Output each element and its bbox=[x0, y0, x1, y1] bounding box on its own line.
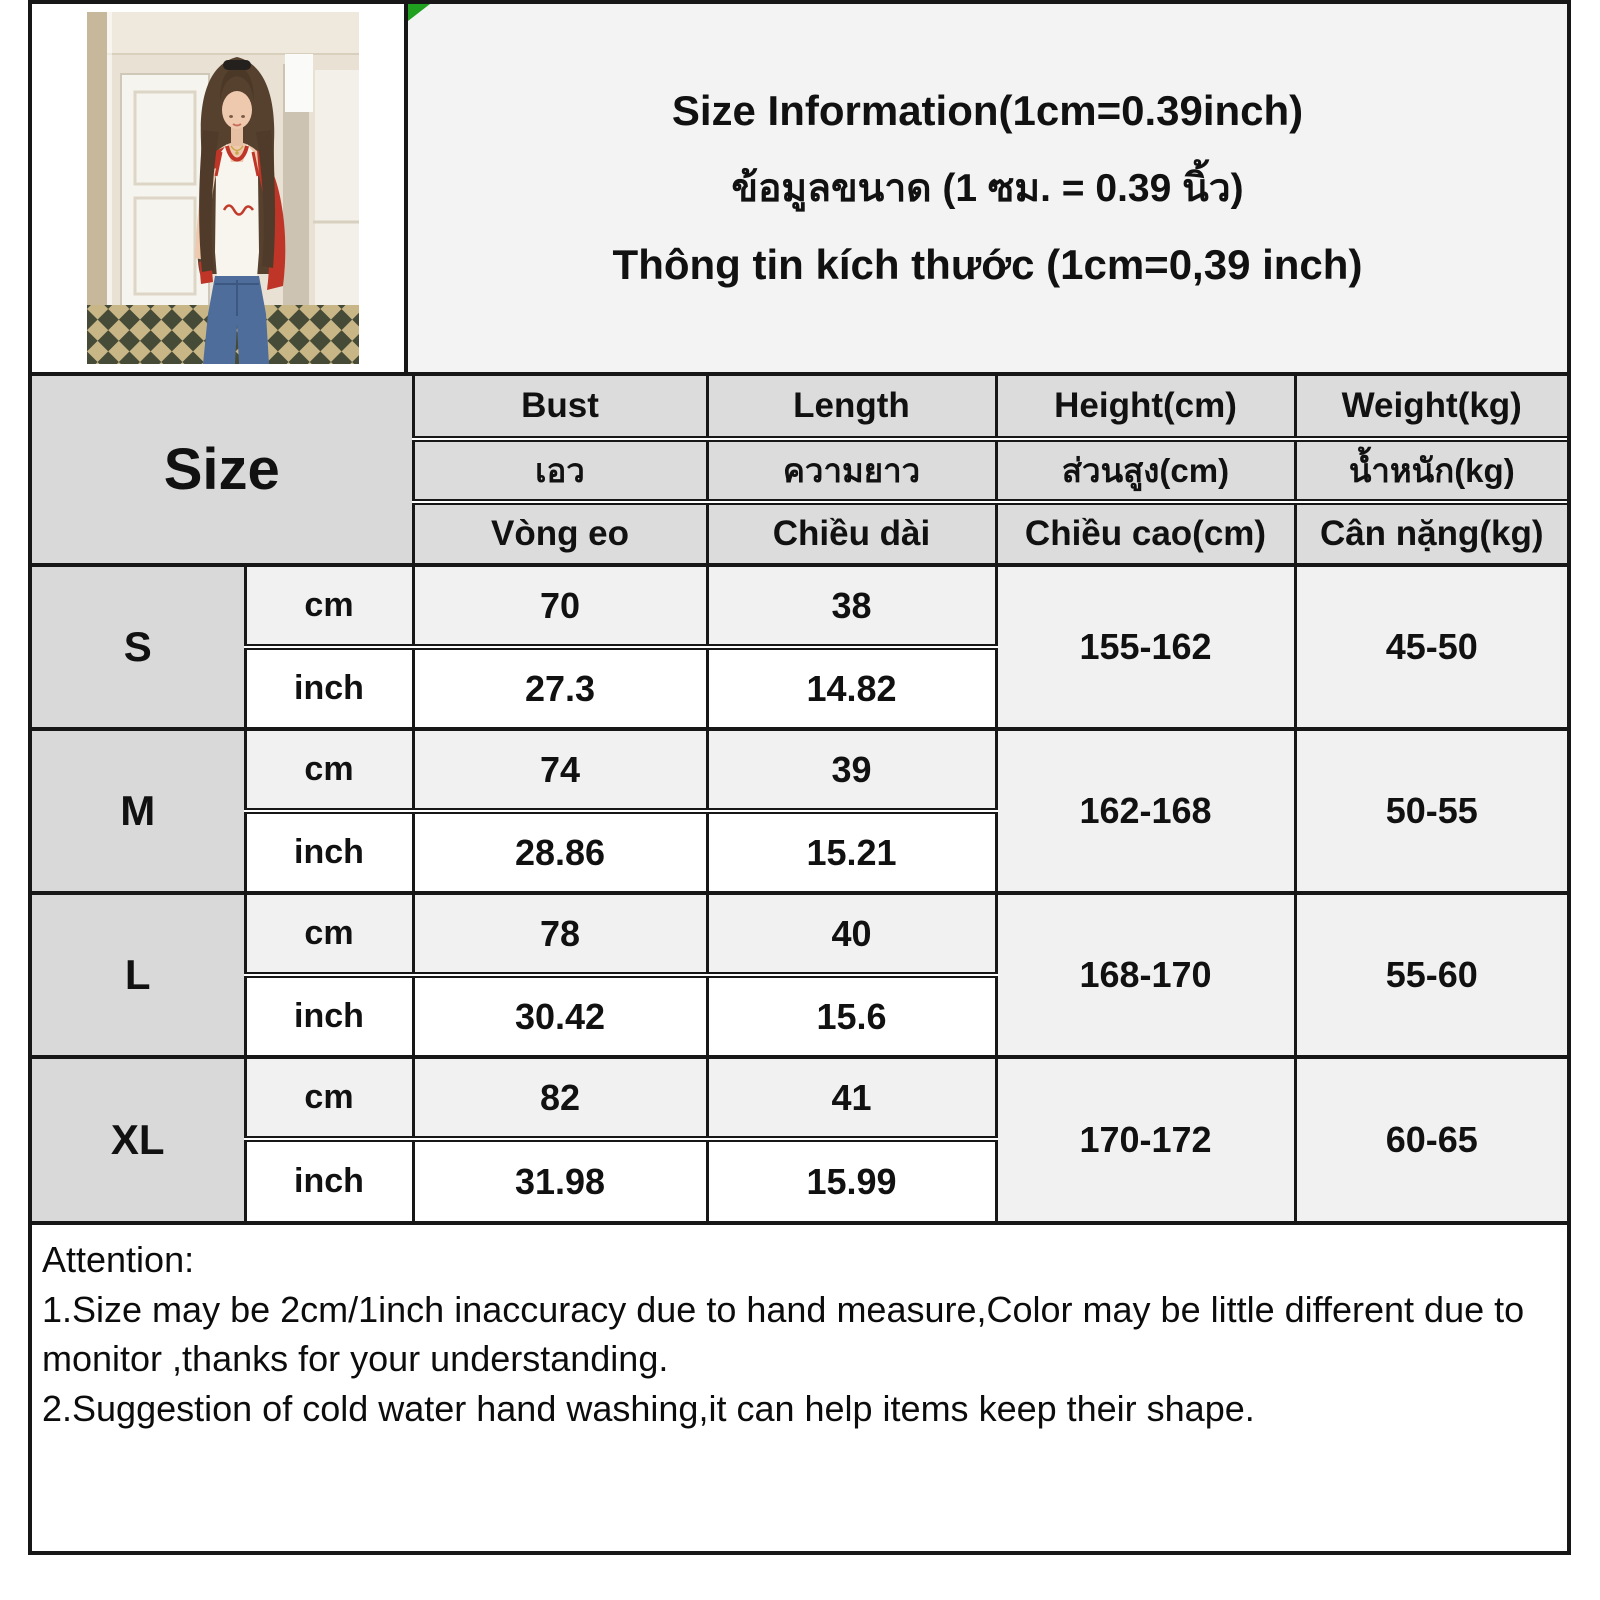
size-l-unit-cm: cm bbox=[245, 893, 413, 975]
attention-heading: Attention: bbox=[42, 1239, 195, 1280]
size-xl-height: 170-172 bbox=[996, 1057, 1295, 1221]
col-header-bust-th: เอว bbox=[413, 439, 707, 502]
size-s-height: 155-162 bbox=[996, 565, 1295, 729]
size-m-length-cm: 39 bbox=[707, 729, 996, 811]
size-column-header: Size bbox=[32, 376, 413, 565]
size-l-unit-inch: inch bbox=[245, 975, 413, 1057]
col-header-length-th: ความยาว bbox=[707, 439, 996, 502]
size-m-unit-cm: cm bbox=[245, 729, 413, 811]
col-header-height-en: Height(cm) bbox=[996, 376, 1295, 439]
size-m-length-inch: 15.21 bbox=[707, 811, 996, 893]
size-s-unit-inch: inch bbox=[245, 647, 413, 729]
title-block bbox=[408, 4, 1567, 372]
size-l-weight: 55-60 bbox=[1295, 893, 1567, 1057]
size-s-bust-cm: 70 bbox=[413, 565, 707, 647]
header-section bbox=[32, 4, 1567, 376]
size-m-unit-inch: inch bbox=[245, 811, 413, 893]
size-l-height: 168-170 bbox=[996, 893, 1295, 1057]
col-header-bust-en: Bust bbox=[413, 376, 707, 439]
size-m-bust-inch: 28.86 bbox=[413, 811, 707, 893]
size-l-bust-cm: 78 bbox=[413, 893, 707, 975]
size-xl-bust-cm: 82 bbox=[413, 1057, 707, 1139]
model-illustration bbox=[87, 12, 359, 364]
size-table bbox=[32, 376, 1567, 1221]
size-chart-sheet bbox=[28, 0, 1571, 1555]
size-s-unit-cm: cm bbox=[245, 565, 413, 647]
size-s-length-inch: 14.82 bbox=[707, 647, 996, 729]
product-photo-frame bbox=[87, 12, 359, 364]
size-l-label: L bbox=[32, 893, 245, 1057]
title-english: Size Information(1cm=0.39inch) bbox=[671, 87, 1304, 134]
size-s-bust-inch: 27.3 bbox=[413, 647, 707, 729]
size-l-length-cm: 40 bbox=[707, 893, 996, 975]
size-xl-length-cm: 41 bbox=[707, 1057, 996, 1139]
product-photo bbox=[32, 4, 408, 372]
green-corner-marker-icon bbox=[408, 4, 430, 21]
attention-note-1: 1.Size may be 2cm/1inch inaccuracy due to hand measure,Color may be little different due to monitor ,thanks for your understanding. bbox=[42, 1288, 1525, 1380]
size-xl-weight: 60-65 bbox=[1295, 1057, 1567, 1221]
col-header-length-vi: Chiều dài bbox=[707, 502, 996, 565]
size-s-label: S bbox=[32, 565, 245, 729]
col-header-height-th: ส่วนสูง(cm) bbox=[996, 439, 1295, 502]
size-l-bust-inch: 30.42 bbox=[413, 975, 707, 1057]
attention-section bbox=[32, 1221, 1567, 1551]
size-l-length-inch: 15.6 bbox=[707, 975, 996, 1057]
size-m-weight: 50-55 bbox=[1295, 729, 1567, 893]
size-xl-bust-inch: 31.98 bbox=[413, 1139, 707, 1221]
col-header-weight-th: น้ำหนัก(kg) bbox=[1295, 439, 1567, 502]
col-header-length-en: Length bbox=[707, 376, 996, 439]
size-m-bust-cm: 74 bbox=[413, 729, 707, 811]
size-xl-label: XL bbox=[32, 1057, 245, 1221]
size-m-label: M bbox=[32, 729, 245, 893]
size-xl-unit-cm: cm bbox=[245, 1057, 413, 1139]
col-header-height-vi: Chiều cao(cm) bbox=[996, 502, 1295, 565]
size-s-length-cm: 38 bbox=[707, 565, 996, 647]
size-m-height: 162-168 bbox=[996, 729, 1295, 893]
attention-note-2: 2.Suggestion of cold water hand washing,it can help items keep their shape. bbox=[42, 1388, 1255, 1430]
size-xl-unit-inch: inch bbox=[245, 1139, 413, 1221]
col-header-weight-en: Weight(kg) bbox=[1295, 376, 1567, 439]
col-header-bust-vi: Vòng eo bbox=[413, 502, 707, 565]
size-s-weight: 45-50 bbox=[1295, 565, 1567, 729]
size-xl-length-inch: 15.99 bbox=[707, 1139, 996, 1221]
col-header-weight-vi: Cân nặng(kg) bbox=[1295, 502, 1567, 565]
title-vietnamese: Thông tin kích thước (1cm=0,39 inch) bbox=[612, 241, 1363, 288]
title-thai: ข้อมูลขนาด (1 ซม. = 0.39 นิ้ว) bbox=[731, 167, 1244, 210]
